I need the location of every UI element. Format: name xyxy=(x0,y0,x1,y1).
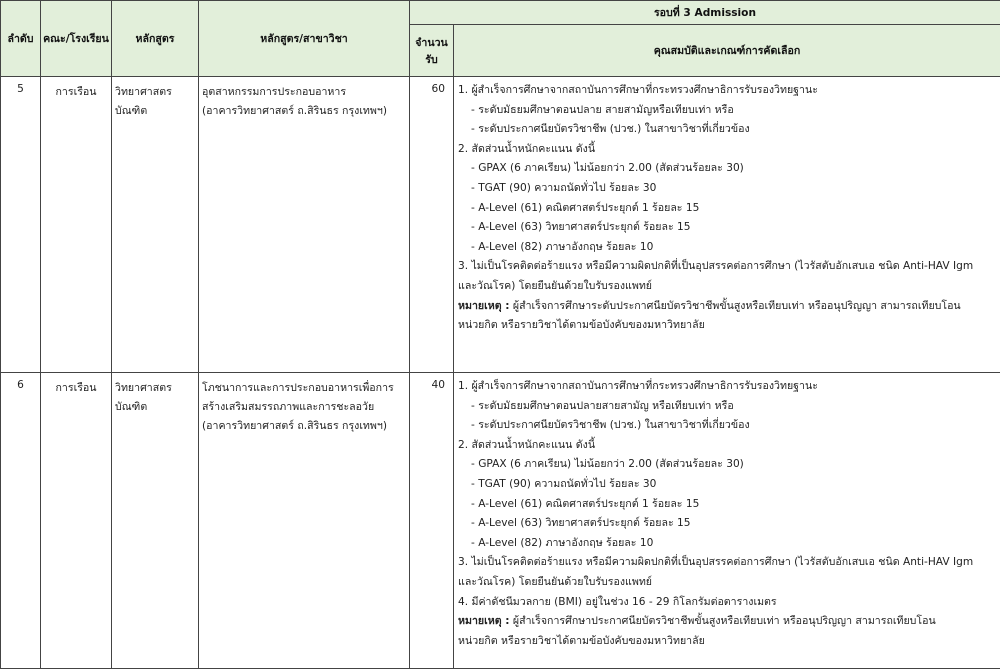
criteria-cell xyxy=(454,77,1000,373)
criteria-line: - A-Level (61) คณิตศาสตร์ประยุกต์ 1 ร้อยละ 15 xyxy=(458,495,996,515)
table-row xyxy=(1,77,1000,373)
criteria-line: - GPAX (6 ภาคเรียน) ไม่น้อยกว่า 2.00 (สัดส่วนร้อยละ 30) xyxy=(458,455,996,475)
faculty-cell: การเรือน xyxy=(41,373,112,669)
criteria-line: 1. ผู้สำเร็จการศึกษาจากสถาบันการศึกษาที่กระทรวงศึกษาธิการรับรองวิทยฐานะ xyxy=(458,377,996,397)
col-header-faculty: คณะ/โรงเรียน xyxy=(41,1,112,77)
program-line: สร้างเสริมสมรรถภาพและการชะลอวัย xyxy=(202,398,406,417)
col-header-seats xyxy=(410,25,454,77)
program-line: โภชนาการและการประกอบอาหารเพื่อการ xyxy=(202,379,406,398)
degree-cell: วิทยาศาสตรบัณฑิต xyxy=(112,373,199,669)
row-number: 6 xyxy=(1,373,41,669)
col-header-seats-line1: จำนวน xyxy=(410,34,453,51)
note-text: ผู้สำเร็จการศึกษาประกาศนียบัตรวิชาชีพขั้นสูงหรือเทียบเท่า หรืออนุปริญญา สามารถเทียบโอน xyxy=(513,615,936,627)
criteria-line: - A-Level (63) วิทยาศาสตร์ประยุกต์ ร้อยละ 15 xyxy=(458,218,996,238)
criteria-line: - A-Level (82) ภาษาอังกฤษ ร้อยละ 10 xyxy=(458,238,996,258)
criteria-line: 1. ผู้สำเร็จการศึกษาจากสถาบันการศึกษาที่กระทรวงศึกษาธิการรับรองวิทยฐานะ xyxy=(458,81,996,101)
criteria-line: 4. มีค่าดัชนีมวลกาย (BMI) อยู่ในช่วง 16 - 29 กิโลกรัมต่อตารางเมตร xyxy=(458,593,996,613)
criteria-line: - ระดับประกาศนียบัตรวิชาชีพ (ปวช.) ในสาขาวิชาที่เกี่ยวข้อง xyxy=(458,120,996,140)
program-cell xyxy=(199,373,410,669)
criteria-line: และวัณโรค) โดยยืนยันด้วยใบรับรองแพทย์ xyxy=(458,277,996,297)
program-line: (อาคารวิทยาศาสตร์ ถ.สิรินธร กรุงเทพฯ) xyxy=(202,417,406,436)
seats-cell: 40 xyxy=(410,373,454,669)
criteria-line: 3. ไม่เป็นโรคติดต่อร้ายแรง หรือมีความผิดปกติที่เป็นอุปสรรคต่อการศึกษา (ไวรัสตับอักเสบเอ ชนิด Anti-HAV Igm xyxy=(458,553,996,573)
col-header-degree: หลักสูตร xyxy=(112,1,199,77)
criteria-line: - A-Level (82) ภาษาอังกฤษ ร้อยละ 10 xyxy=(458,534,996,554)
col-header-program: หลักสูตร/สาขาวิชา xyxy=(199,1,410,77)
criteria-line: 2. สัดส่วนน้ำหนักคะแนน ดังนี้ xyxy=(458,140,996,160)
criteria-line: - A-Level (61) คณิตศาสตร์ประยุกต์ 1 ร้อยละ 15 xyxy=(458,199,996,219)
note-label: หมายเหตุ : xyxy=(458,615,510,627)
criteria-cell xyxy=(454,373,1000,669)
criteria-line: - ระดับมัธยมศึกษาตอนปลาย สายสามัญหรือเทียบเท่า หรือ xyxy=(458,101,996,121)
table-row xyxy=(1,373,1000,669)
note-line xyxy=(458,297,996,317)
col-header-no: ลำดับ xyxy=(1,1,41,77)
note-label: หมายเหตุ : xyxy=(458,300,510,312)
criteria-line: 2. สัดส่วนน้ำหนักคะแนน ดังนี้ xyxy=(458,436,996,456)
degree-cell: วิทยาศาสตรบัณฑิต xyxy=(112,77,199,373)
faculty-cell: การเรือน xyxy=(41,77,112,373)
note-line: หน่วยกิต หรือรายวิชาได้ตามข้อบังคับของมหาวิทยาลัย xyxy=(458,316,996,336)
criteria-line: - A-Level (63) วิทยาศาสตร์ประยุกต์ ร้อยละ 15 xyxy=(458,514,996,534)
criteria-line: - GPAX (6 ภาคเรียน) ไม่น้อยกว่า 2.00 (สัดส่วนร้อยละ 30) xyxy=(458,159,996,179)
seats-cell: 60 xyxy=(410,77,454,373)
program-line: (อาคารวิทยาศาสตร์ ถ.สิรินธร กรุงเทพฯ) xyxy=(202,102,406,121)
col-header-criteria: คุณสมบัติและเกณฑ์การคัดเลือก xyxy=(454,25,1000,77)
criteria-line: - TGAT (90) ความถนัดทั่วไป ร้อยละ 30 xyxy=(458,475,996,495)
col-header-seats-line2: รับ xyxy=(410,51,453,68)
note-line: หน่วยกิต หรือรายวิชาได้ตามข้อบังคับของมหาวิทยาลัย xyxy=(458,632,996,652)
criteria-line: - TGAT (90) ความถนัดทั่วไป ร้อยละ 30 xyxy=(458,179,996,199)
program-cell xyxy=(199,77,410,373)
criteria-line: และวัณโรค) โดยยืนยันด้วยใบรับรองแพทย์ xyxy=(458,573,996,593)
note-text: ผู้สำเร็จการศึกษาระดับประกาศนียบัตรวิชาชีพขั้นสูงหรือเทียบเท่า หรืออนุปริญญา สามารถเทียบโอน xyxy=(513,300,961,312)
round-header: รอบที่ 3 Admission xyxy=(410,1,1000,25)
criteria-line: - ระดับประกาศนียบัตรวิชาชีพ (ปวช.) ในสาขาวิชาที่เกี่ยวข้อง xyxy=(458,416,996,436)
program-line: อุตสาหกรรมการประกอบอาหาร xyxy=(202,83,406,102)
criteria-line: - ระดับมัธยมศึกษาตอนปลายสายสามัญ หรือเทียบเท่า หรือ xyxy=(458,397,996,417)
note-line xyxy=(458,612,996,632)
criteria-line: 3. ไม่เป็นโรคติดต่อร้ายแรง หรือมีความผิดปกติที่เป็นอุปสรรคต่อการศึกษา (ไวรัสตับอักเสบเอ ชนิด Anti-HAV Igm xyxy=(458,257,996,277)
row-number: 5 xyxy=(1,77,41,373)
